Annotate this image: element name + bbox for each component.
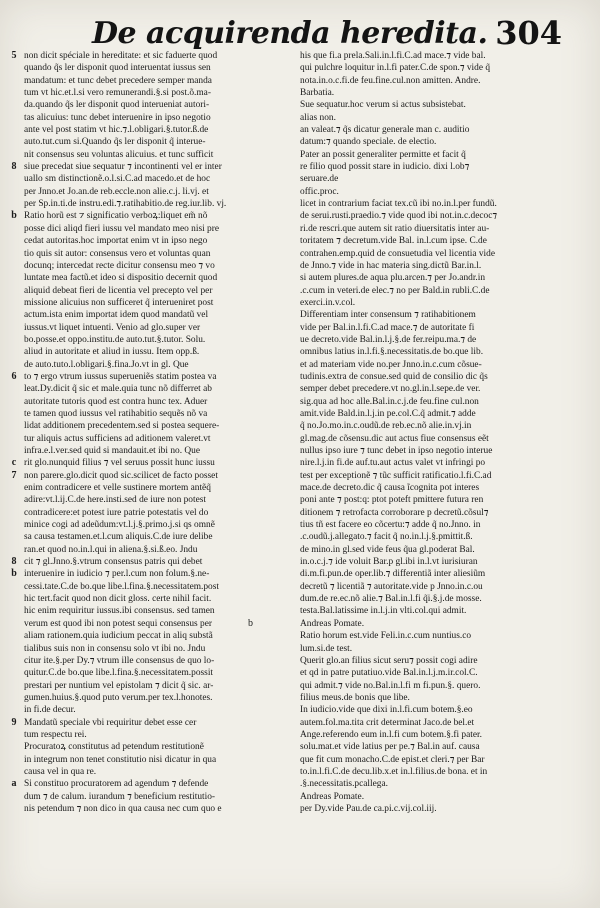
text-line (11, 457, 280, 469)
line-text: nire.l.j.in fi.de auf.tu.aut actus valet vt infringi po (300, 458, 486, 469)
text-line (24, 62, 280, 74)
line-text: in integrum non tenet constitutio nisi dicatur in qua (24, 754, 217, 765)
text-line (300, 173, 562, 185)
line-text: aliam rationem.quia iudicium peccat in aliq substã (24, 631, 213, 642)
text-line (300, 470, 562, 482)
line-text: alias non. (300, 112, 336, 123)
text-line (24, 75, 280, 87)
line-text: Ratio horum est.vide Feli.in.c.cum nuntius.co (300, 631, 472, 642)
text-line (300, 62, 562, 74)
line-text: causa vel in qua re. (24, 766, 97, 777)
text-line (24, 704, 280, 716)
text-line (300, 322, 562, 334)
text-line (300, 371, 562, 383)
text-line (300, 457, 562, 469)
line-text: siue precedat siue sequatur ⁊ incontinenti vel er inter (24, 162, 222, 173)
text-line (11, 50, 280, 62)
text-line (24, 112, 280, 124)
text-line (300, 568, 562, 580)
line-text: gumen.huius.§.quod puto verum.per tex.l.honotes. (24, 692, 213, 703)
text-line (24, 248, 280, 260)
line-text: In iudicio.vide que dixi in.l.fi.cum botem.§.eo (300, 705, 473, 716)
line-text: auto.tut.cum si.Quando q̃s ler disponit q̃ interue- (24, 137, 206, 148)
line-text: Andreas Pomate. (300, 618, 365, 629)
line-text: de auto.tuto.l.obligari.§.fina.Jo.vt in gl. Que (24, 359, 189, 370)
text-line (300, 346, 562, 358)
line-text: sig.qua ad hoc alle.Bal.in.c.j.de feu.fine cul.non (300, 396, 479, 407)
margin-marker: b (11, 568, 17, 580)
line-text: de mino.in gl.sed vide feus q̃ua gl.poderat Bal. (300, 544, 475, 555)
line-text: nota.in.o.c.fi.de feu.fine.cul.non amitten. Andre. (300, 75, 481, 86)
text-line (24, 260, 280, 272)
text-line (11, 778, 280, 790)
line-text: licet in contrarium faciat tex.cũ ibi no.in.l.per fundũ. (300, 199, 497, 210)
margin-marker: a (11, 778, 17, 790)
line-text: dum ⁊ de calum. iurandum ⁊ beneficium restitutio- (24, 791, 216, 802)
text-line (300, 766, 562, 778)
line-text: to ⁊ ergo vtrum iussus superueniẽs statim postea va (24, 371, 217, 382)
line-text: sa causa testamen.et.l.cum aliquis.C.de iure delibe (24, 532, 213, 543)
line-text: Ange.referendo eum in.l.fi cum botem.§.fi pater. (300, 729, 482, 740)
line-text: ri.de rescri.que autem sit ratio diuersitatis inter au- (300, 223, 490, 234)
text-line (24, 272, 280, 284)
line-text: semper debet precedere.vt no.gl.in.l.sepe.de ver. (300, 384, 481, 395)
line-text: to.in.l.fi.C.de decu.lib.x.et in.l.filius.de bona. et in (300, 766, 488, 777)
line-text: cit ⁊ gl.Jnno.§.vtrum consensus patris qui debet (24, 557, 203, 568)
text-line (300, 531, 562, 543)
text-line (300, 754, 562, 766)
line-text: tur aliquis actus sufficiens ad aditionem valeret.vt (24, 433, 211, 444)
line-text: q̃ no.Jo.mo.in.c.oudũ.de reb.ec.nõ alie.in.vj.in (300, 421, 472, 432)
text-line (300, 285, 562, 297)
line-text: de Jnno.⁊ vide in hac materia sing.dictũ Bar.in.l. (300, 260, 482, 271)
text-line (24, 766, 280, 778)
line-text: toritatem ⁊ decretum.vide Bal. in.l.cum ipse. C.de (300, 236, 487, 247)
line-text: amit.vide Bald.in.l.j.in pe.col.C.q̃ admit.⁊ adde (300, 408, 476, 419)
line-text: Differentiam inter consensum ⁊ ratihabitionem (300, 310, 476, 321)
right-text-column (300, 50, 562, 815)
text-line (24, 667, 280, 679)
margin-marker: c (11, 457, 17, 469)
line-text: tialibus suis non in consensu solo vt ibi no. Jndu (24, 643, 206, 654)
text-line (300, 445, 562, 457)
text-line (24, 741, 280, 753)
line-text: contrahen.emp.quid de consuetudia vel licentia vide (300, 248, 495, 259)
line-text: infra.e.l.ver.sed quid si mandauit.et ibi no. Que (24, 446, 201, 456)
text-line (24, 630, 280, 642)
text-line (24, 346, 280, 358)
text-line (300, 630, 562, 642)
line-text: non dicit spéciale in hereditate: et sic faduerte quod (24, 51, 218, 61)
text-line (24, 729, 280, 741)
line-text: posse dici aliqd fieri iussu vel mandato meo nisi pre (24, 223, 220, 234)
text-line (24, 136, 280, 148)
margin-marker: 5 (11, 50, 17, 61)
text-line (300, 161, 562, 173)
line-text: vide per Bal.in.l.fi.C.ad mace.⁊ de autoritate fi (300, 322, 475, 333)
line-text: testa.Bal.latissime in.l.j.in vlti.col.qui admit. (300, 606, 467, 617)
line-text: decretũ ⁊ licentiã ⁊ autoritate.vide p Jnno.in.c.ou (300, 581, 483, 592)
line-text: .c.oudũ.j.allegato.⁊ facit q̃ no.in.l.j.§.pmittit.ß. (300, 532, 473, 543)
line-text: .c.cum in veteri.de elec.⁊ no per Bald.in rubli.C.de (300, 285, 490, 296)
line-text: tum vt hic.et.l.si vero remunerandi.§.si post.õ.ma- (24, 88, 211, 99)
text-line (24, 186, 280, 198)
line-text: ditionem ⁊ retrofacta corroborare p decretũ.cõsul⁊ (300, 507, 489, 518)
line-text: an valeat.⁊ q̃s dicatur generale man c. auditio (300, 125, 470, 136)
line-text: datum:⁊ quando speciale. de electio. (300, 137, 437, 148)
line-text: uallo sm distinctionẽ.o.l.si.C.ad macedo.et de hoc (24, 174, 211, 185)
line-text: non parere.glo.dicit quod sic.scilicet de facto posset (24, 470, 218, 481)
line-text: gl.mag.de cõsensu.dic aut actus fiue consensus eẽt (300, 433, 489, 444)
line-text: Andreas Pomate. (300, 791, 365, 802)
text-line (24, 618, 280, 630)
line-text: nis petendum ⁊ non dico in qua causa nec cum quo e (24, 803, 222, 814)
line-text: quando q̃s ler disponit quod interuentat iussus sen (24, 63, 211, 74)
text-line (24, 593, 280, 605)
line-text: autoritate tutoris quod est contra hunc tex. Aduer (24, 396, 208, 407)
text-line (24, 408, 280, 420)
line-text: que fit cum monacho.C.de epist.et cleri.⁊ per Bar (300, 754, 485, 765)
line-text: de serui.rusti.praedio.⁊ vide quod ibi not.in.c.decoc⁊ (300, 211, 498, 222)
text-line (300, 593, 562, 605)
text-line (300, 717, 562, 729)
line-text: adire:vt.l.ij.C.de here.insti.sed de iure non potest (24, 495, 206, 506)
text-line (300, 149, 562, 161)
line-text: Procuratoꝝ constitutus ad petendum restitutionẽ (24, 742, 204, 753)
left-text-column (11, 50, 280, 815)
line-text: Ratio horũ est ⁊ significatio verboꝝ:liquet em̃ nõ (24, 211, 208, 222)
text-line (300, 334, 562, 346)
text-line (300, 482, 562, 494)
line-text: tum respectu rei. (24, 729, 87, 740)
text-line (300, 507, 562, 519)
line-text: hic tert.facit quod non dicit gloss. certe nihil facit. (24, 594, 212, 605)
text-line (24, 803, 280, 815)
text-line (24, 581, 280, 593)
text-line (11, 210, 280, 222)
line-text: test per exceptionẽ ⁊ tũc sufficit ratificatio.l.fi.C.ad (300, 470, 492, 481)
text-line (24, 149, 280, 161)
line-text: et qd in patre putatiuo.vide Bal.in.l.j.m.ir.col.C. (300, 668, 478, 679)
line-text: leat.Dy.dicit q̃ sic et male.quia tunc nõ differret ab (24, 384, 212, 395)
line-text: mace.de decreto.dic q̃ causa ĩcognita pot interes (300, 483, 480, 494)
text-line (300, 581, 562, 593)
line-text: da.quando q̃s ler disponit quod interueniat autori- (24, 100, 210, 111)
text-line (24, 198, 280, 210)
line-text: tio quis sit autor: consensus vero et voluntas quan (24, 248, 211, 259)
margin-marker: 7 (11, 469, 17, 481)
line-text: autem.fol.ma.tita crit determinat Jaco.de bel.et (300, 717, 475, 728)
text-line (24, 297, 280, 309)
text-line (300, 309, 562, 321)
text-line (300, 433, 562, 445)
line-text: dum.de re.ec.nõ alie.⁊ Bal.in.l.fi q̃i.§.j.de mosse. (300, 594, 482, 605)
line-text: solu.mat.et vide latius per pe.⁊ Bal.in auf. causa (300, 742, 480, 753)
text-line (24, 420, 280, 432)
text-line (300, 297, 562, 309)
text-line (300, 420, 562, 432)
text-line (300, 556, 562, 568)
text-line (300, 544, 562, 556)
text-line (24, 692, 280, 704)
line-text: Pater an possit generaliter permitte et facit q̃ (300, 149, 466, 160)
line-text: Barbatia. (300, 88, 335, 99)
running-title: De acquirenda heredita. (92, 16, 488, 51)
text-line (24, 334, 280, 346)
line-text: docunq; intercedat recte dicitur consensu meo ⁊ vo (24, 260, 215, 271)
text-line (300, 383, 562, 395)
text-line (24, 396, 280, 408)
line-text: verum est quod ibi non potest sequi consensus per (24, 618, 212, 629)
text-line (300, 791, 562, 803)
line-text: prestari per nuntium vel epistolam ⁊ dicit q̃ sic. ar- (24, 680, 214, 691)
text-line (24, 791, 280, 803)
text-line (300, 655, 562, 667)
text-line (300, 136, 562, 148)
line-text: qui pulchre loquitur in.l.fi pater.C.de spon.⁊ vide q̃ (300, 63, 491, 74)
margin-marker: 8 (11, 161, 17, 173)
line-text: tius tñ est facere eo cõcertu:⁊ adde q̃ no.Jnno. in (300, 520, 481, 531)
line-text: offic.proc. (300, 186, 339, 197)
line-text: cedat autoritas.hoc importat enim vt in ipso nego (24, 236, 208, 247)
folio-number: 304 (495, 14, 562, 52)
text-line (300, 741, 562, 753)
text-line (24, 605, 280, 617)
line-text: cessi.tate.C.de bo.que libe.l.fina.§.necessitatem.post (24, 581, 219, 592)
text-line (300, 260, 562, 272)
line-text: omnibus latius in.l.fi.§.necessitatis.de bo.que lib. (300, 347, 484, 358)
line-text: ran.et quod no.in.l.qui in aliena.§.si.ß.eo. Jndu (24, 544, 198, 555)
text-line (24, 322, 280, 334)
marginal-letter: b (248, 618, 253, 629)
line-text: te tamen quod iussus vel ratihabitio sequẽs nõ va (24, 408, 208, 419)
line-text: re filio quod possit stare in iudicio. dixi l.ob⁊ (300, 162, 470, 173)
line-text: hic enim requiritur iussus.ibi consensus. sed tamen (24, 606, 215, 617)
line-text: per Dy.vide Pau.de ca.pi.c.vij.col.iij. (300, 803, 437, 814)
line-text: contradicere:et potest iure patrie potestatis vel do (24, 507, 209, 518)
line-text: ue decreto.vide Bal.in.l.j.§.de fer.reipu.ma.⁊ de (300, 334, 477, 345)
line-text: nit consensus seu voluntas alicuius. et tunc sufficit (24, 149, 214, 160)
line-text: Sue sequatur.hoc verum si actus subsistebat. (300, 100, 466, 111)
line-text: interuenire in iudicio ⁊ per.l.cum non folum.§.ne- (24, 569, 210, 580)
text-line (24, 507, 280, 519)
text-line (24, 519, 280, 531)
text-line (24, 544, 280, 556)
text-line (11, 161, 280, 173)
text-line (24, 482, 280, 494)
text-line (300, 87, 562, 99)
line-text: Querit glo.an filius sicut seru⁊ possit cogi adire (300, 655, 478, 666)
line-text: lum.si.de test. (300, 643, 353, 654)
margin-marker: 6 (11, 370, 17, 382)
margin-marker: 9 (11, 716, 17, 728)
text-line (300, 112, 562, 124)
text-line (24, 309, 280, 321)
text-line (24, 235, 280, 247)
line-text: aliquid debeat fieri de licentia vel precepto vel per (24, 285, 213, 296)
text-line (300, 235, 562, 247)
text-line (24, 680, 280, 692)
line-text: citur ite.§.per Dy.⁊ vtrum ille consensus de quo lo- (24, 655, 215, 666)
line-text: bo.posse.et oppo.institu.de auto.tut.§.tutor. Solu. (24, 334, 206, 345)
text-line (300, 519, 562, 531)
text-line (24, 173, 280, 185)
line-text: lidat additionem precedentem.sed si postea sequere- (24, 421, 220, 432)
text-line (300, 605, 562, 617)
text-line (24, 99, 280, 111)
text-line (300, 248, 562, 260)
line-text: missione alicuius non sufficeret q̃ interueniret post (24, 297, 214, 308)
line-text: Si constituo procuratorem ad agendum ⁊ defende (24, 779, 209, 790)
text-line (300, 494, 562, 506)
text-line (300, 408, 562, 420)
text-line (24, 754, 280, 766)
text-line (11, 556, 280, 568)
text-line (300, 729, 562, 741)
line-text: minice cogi ad adeũdum:vt.l.j.§.primo.j.si qs omnẽ (24, 520, 215, 531)
text-line (300, 667, 562, 679)
text-line (24, 655, 280, 667)
text-line (24, 643, 280, 655)
text-line (24, 285, 280, 297)
text-line (11, 469, 280, 482)
line-text: actum.ista enim importat idem quod mandatũ vel (24, 310, 209, 321)
line-text: nullus ipso iure ⁊ tunc debet in ipso negotio interue (300, 446, 493, 456)
line-text: di.m.fi.pun.de oper.lib.⁊ differentiã inter aliesiũm (300, 569, 486, 580)
text-line (24, 87, 280, 99)
text-line (300, 692, 562, 704)
text-line (24, 531, 280, 543)
text-line (24, 494, 280, 506)
text-line (300, 75, 562, 87)
text-line (300, 99, 562, 111)
line-text: quitur.C.de bo.que libe.l.fina.§.necessitatem.possit (24, 668, 214, 679)
line-text: poni ante ⁊ post:q: ptot poteft pmittere futura ren (300, 495, 484, 506)
text-line (300, 618, 562, 630)
text-line (300, 272, 562, 284)
text-line (300, 198, 562, 210)
text-line (11, 716, 280, 729)
line-text: Mandatũ speciale vbi requiritur debet esse cer (24, 717, 197, 728)
line-text: aliud in autoritate et aliud in iussu. Item opp.ß. (24, 347, 200, 358)
text-line (300, 50, 562, 62)
line-text: per Jnno.et Jo.an.de reb.eccle.non alie.c.j. li.vj. et (24, 186, 209, 197)
line-text: his que fi.a prela.Sali.in.l.fi.C.ad mace.⁊ vide bal. (300, 51, 486, 61)
text-line (300, 210, 562, 222)
line-text: filius meus.de bonis que libe. (300, 692, 410, 703)
line-text: tudinis.extra de consue.sed quid de consilio dic q̃s (300, 371, 488, 382)
text-line (24, 223, 280, 235)
text-line (300, 803, 562, 815)
line-text: exerci.in.v.col. (300, 297, 356, 308)
line-text: qui admit.⁊ vide no.Bal.in.l.fi m fi.pun.§. quero. (300, 680, 481, 691)
line-text: si autem plures.de aqua plu.arcen.⁊ per Jo.andr.in (300, 273, 486, 284)
line-text: in.o.c.j.⁊ ide voluit Bar.p gl.ibi in.l.vt iurisiuran (300, 557, 478, 568)
text-line (300, 124, 562, 136)
text-line (300, 643, 562, 655)
line-text: luntate mea factũ.et ideo si dispositio decernit quod (24, 273, 218, 284)
text-line (24, 359, 280, 371)
line-text: rit glo.nunquid filius ⁊ vel seruus possit hunc iussu (24, 458, 215, 469)
margin-marker: 8 (11, 556, 17, 568)
line-text: enim contradicere et velle sustinere mortem antẽq̃ (24, 483, 211, 494)
line-text: tas alicuius: tunc debet interuenire in ipso negotio (24, 112, 211, 123)
line-text: .§.necessitatis.pcallega. (300, 779, 388, 790)
text-line (24, 445, 280, 457)
line-text: et ad materiam vide no.per Jnno.in.c.cum cõsue- (300, 359, 482, 370)
text-line (11, 370, 280, 383)
line-text: per Sp.in.ti.de instru.edi.⁊.ratihabitio.de reg.iur.lib. vj. (24, 199, 227, 210)
text-line (24, 433, 280, 445)
line-text: seruare.de (300, 174, 339, 185)
text-line (24, 383, 280, 395)
text-line (11, 568, 280, 580)
line-text: in fi.de decur. (24, 705, 76, 716)
text-line (300, 359, 562, 371)
text-line (300, 396, 562, 408)
text-line (300, 680, 562, 692)
text-line (24, 124, 280, 136)
margin-marker: b (11, 210, 17, 222)
text-line (300, 186, 562, 198)
line-text: ante vel post statim vt hic.⁊.l.obligari.§.tutor.ß.de (24, 125, 209, 136)
text-line (300, 223, 562, 235)
text-line (300, 778, 562, 790)
line-text: iussus.vt liquet intuenti. Venio ad glo.super ver (24, 322, 201, 333)
text-line (300, 704, 562, 716)
line-text: mandatum: et tunc debet precedere semper manda (24, 75, 212, 86)
